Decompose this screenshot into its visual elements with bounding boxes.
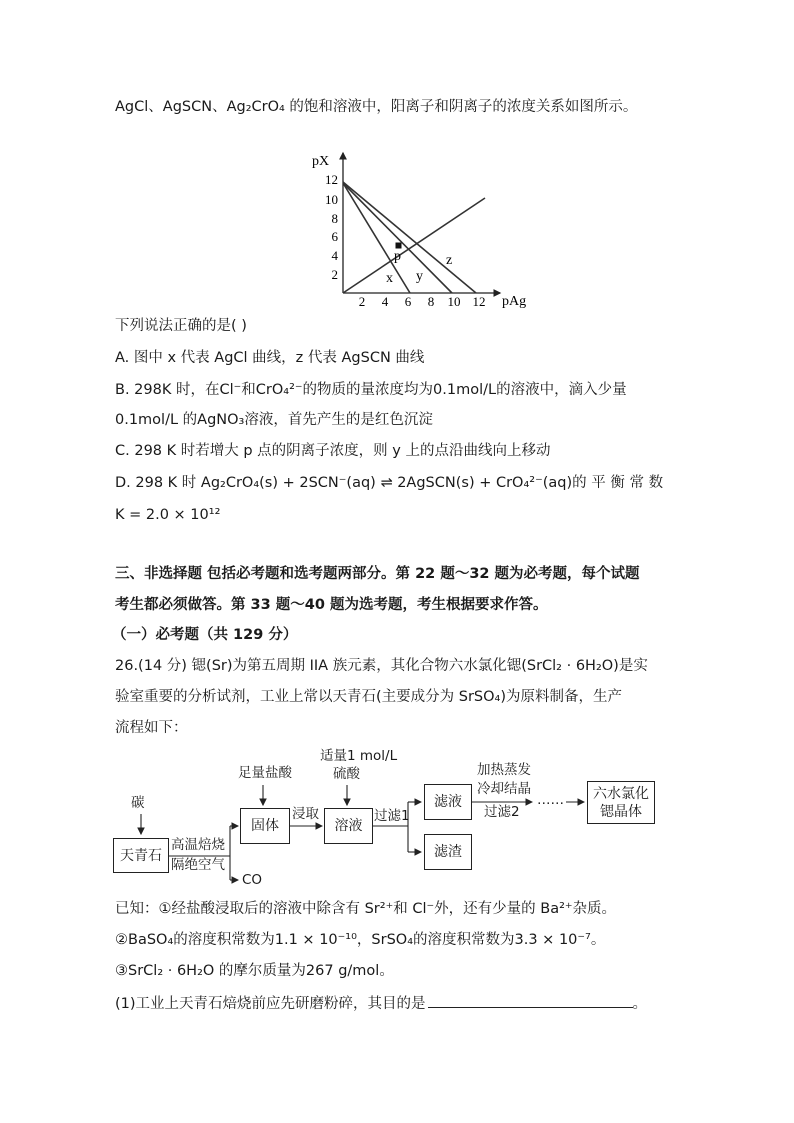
x-tick-label: 4 bbox=[381, 294, 389, 309]
roast-label-1: 高温焙烧 bbox=[171, 837, 225, 853]
x-axis-label: pAg bbox=[502, 294, 527, 309]
point-p-label: p bbox=[394, 249, 401, 264]
problem26-line3: 流程如下： bbox=[115, 720, 188, 736]
x-tick-label: 2 bbox=[358, 294, 366, 309]
answer-blank[interactable] bbox=[428, 993, 633, 1008]
y-tick-label: 10 bbox=[325, 192, 338, 207]
filter2-label: 过滤2 bbox=[484, 804, 520, 820]
solid-box bbox=[240, 808, 290, 844]
known-1: 已知：①经盐酸浸取后的溶液中除含有 Sr²⁺和 Cl⁻外，还有少量的 Ba²⁺杂质。 bbox=[115, 901, 617, 917]
point-p-marker bbox=[396, 243, 402, 249]
y-axis-label: pX bbox=[312, 154, 330, 169]
y-tick-label: 8 bbox=[331, 211, 338, 226]
h2so4-label-1: 适量1 mol/L bbox=[320, 748, 398, 764]
celestite-text: 天青石 bbox=[120, 847, 162, 864]
question-1 bbox=[115, 993, 647, 1014]
curve-y-label: y bbox=[416, 269, 423, 284]
filtrate-box bbox=[424, 784, 472, 820]
x-tick-label: 12 bbox=[472, 294, 486, 309]
co-label: CO bbox=[242, 872, 263, 888]
curve-z bbox=[343, 182, 476, 293]
hcl-label: 足量盐酸 bbox=[238, 765, 292, 781]
roast-label-2: 隔绝空气 bbox=[171, 857, 225, 873]
question-prompt: 下列说法正确的是( ) bbox=[115, 318, 247, 334]
problem26-line2: 验室重要的分析试剂，工业上常以天青石(主要成分为 SrSO₄)为原料制备，生产 bbox=[115, 689, 623, 705]
celestite-box bbox=[113, 838, 169, 873]
residue-box bbox=[424, 834, 472, 870]
product-text-2: 锶晶体 bbox=[600, 803, 642, 820]
rising-line bbox=[343, 198, 485, 293]
problem26-line1: 26.(14 分) 锶(Sr)为第五周期 IIA 族元素，其化合物六水氯化锶(SrCl₂ · 6H₂O)是实 bbox=[115, 658, 648, 674]
option-b-line2: 0.1mol/L 的AgNO₃溶液，首先产生的是红色沉淀 bbox=[115, 412, 433, 428]
filter1-label: 过滤1 bbox=[374, 808, 410, 824]
curve-x-label: x bbox=[386, 271, 393, 286]
ellipsis-label: …… bbox=[537, 792, 564, 808]
ksp-graph bbox=[300, 148, 540, 313]
evap-label-2: 冷却结晶 bbox=[477, 781, 531, 797]
sub-heading: （一）必考题（共 129 分） bbox=[112, 627, 298, 643]
solution-box bbox=[324, 808, 373, 844]
question-1-text: (1)工业上天青石焙烧前应先研磨粉碎，其目的是 bbox=[115, 996, 426, 1012]
solid-text: 固体 bbox=[251, 818, 279, 834]
residue-text: 滤渣 bbox=[434, 844, 462, 860]
x-tick-label: 10 bbox=[447, 294, 461, 309]
known-3: ③SrCl₂ · 6H₂O 的摩尔质量为267 g/mol。 bbox=[115, 963, 394, 979]
y-tick-label: 4 bbox=[331, 248, 338, 263]
product-box bbox=[587, 781, 655, 824]
option-d-line1: D. 298 K 时 Ag₂CrO₄(s) + 2SCN⁻(aq) ⇌ 2AgSCN(s) + CrO₄²⁻(aq)的 平 衡 常 数 bbox=[115, 475, 664, 491]
section-heading-line2: 考生都必须做答。第 33 题～40 题为选考题，考生根据要求作答。 bbox=[115, 597, 548, 613]
leach-label: 浸取 bbox=[292, 806, 319, 822]
x-tick-label: 6 bbox=[404, 294, 412, 309]
solution-text: 溶液 bbox=[334, 818, 363, 834]
option-b-line1: B. 298K 时，在Cl⁻和CrO₄²⁻的物质的量浓度均为0.1mol/L的溶液中，滴入少量 bbox=[115, 382, 627, 398]
carbon-label: 碳 bbox=[131, 795, 145, 811]
y-tick-labels bbox=[325, 172, 339, 282]
y-tick-label: 6 bbox=[331, 229, 338, 244]
option-a: A. 图中 x 代表 AgCl 曲线，z 代表 AgSCN 曲线 bbox=[115, 350, 425, 366]
h2so4-label-2: 硫酸 bbox=[333, 766, 360, 782]
evap-label-1: 加热蒸发 bbox=[477, 762, 531, 778]
x-tick-labels bbox=[359, 294, 486, 309]
intro-text: AgCl、AgSCN、Ag₂CrO₄ 的饱和溶液中，阳离子和阴离子的浓度关系如图所示。 bbox=[115, 99, 638, 115]
product-text-1: 六水氯化 bbox=[593, 785, 649, 802]
y-tick-label: 12 bbox=[325, 172, 338, 187]
question-1-end: 。 bbox=[632, 996, 648, 1012]
curve-y bbox=[343, 183, 452, 293]
option-d-line2: K = 2.0 × 10¹² bbox=[115, 507, 221, 523]
y-tick-label: 2 bbox=[331, 267, 338, 282]
option-c: C. 298 K 时若增大 p 点的阴离子浓度，则 y 上的点沿曲线向上移动 bbox=[115, 443, 551, 459]
curve-z-label: z bbox=[446, 253, 453, 268]
known-2: ②BaSO₄的溶度积常数为1.1 × 10⁻¹⁰，SrSO₄的溶度积常数为3.3 × 10⁻⁷。 bbox=[115, 932, 606, 948]
section-heading-line1: 三、非选择题 包括必考题和选考题两部分。第 22 题～32 题为必考题，每个试题 bbox=[115, 566, 640, 582]
curve-x bbox=[343, 183, 410, 293]
x-tick-label: 8 bbox=[427, 294, 435, 309]
filtrate-text: 滤液 bbox=[434, 794, 462, 810]
